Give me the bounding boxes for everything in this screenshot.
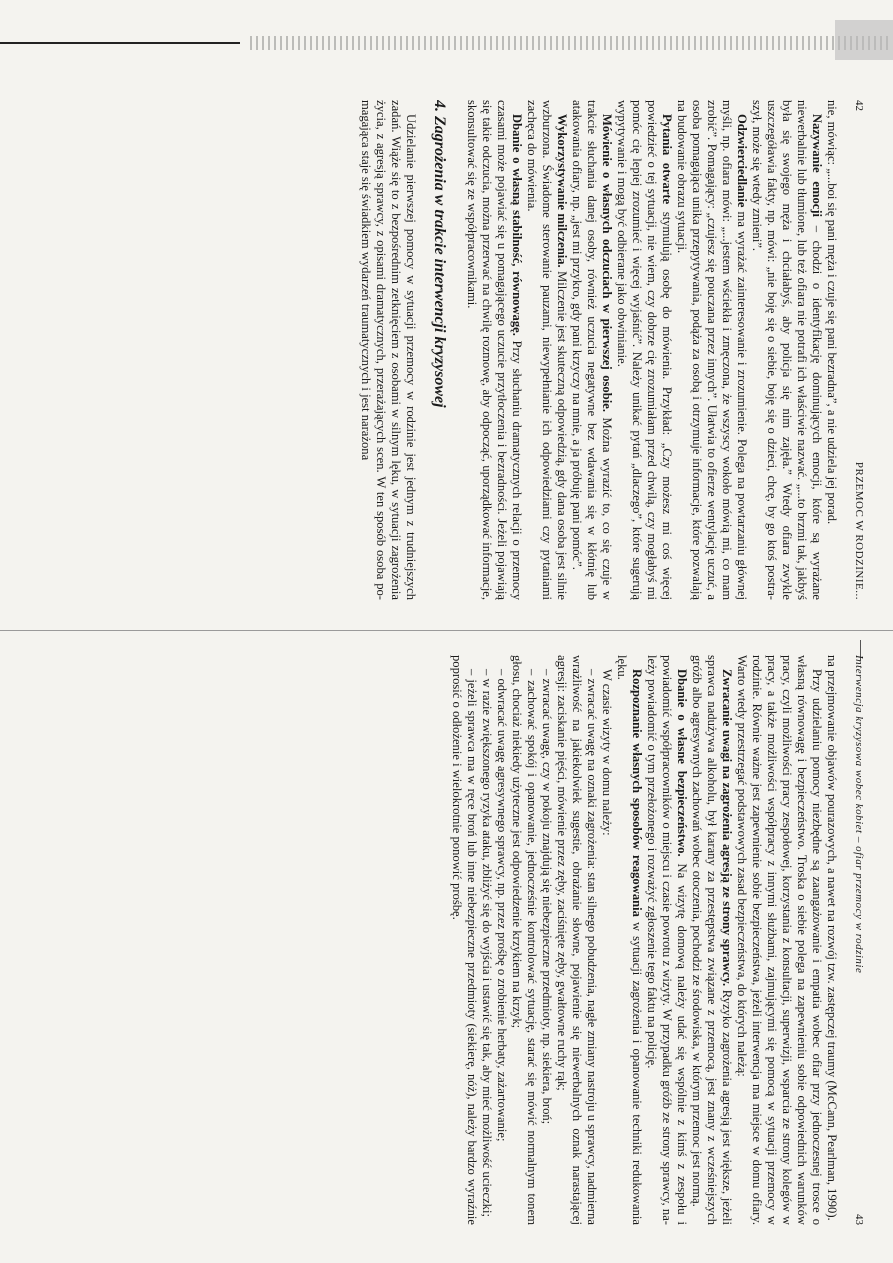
paragraph: Rozpoznanie własnych sposobów reagowania w sytuacji zagrożenia i opanowanie techniki redukowania lęku. <box>615 655 644 1225</box>
section-paragraph: Udzielanie pierwszej pomocy w sytuacji przemocy w rodzinie jest jednym z trudniejszych zadań. Wiąże się to z bezpośrednim zetknięciem z osobami w silnym lęku, w sytuacji zagrożenia życia, z agresją sprawcy, z opisami dramatycznych, przerażających scen. W ten sposób osoba pomagająca staje się świadkiem wydarzeń traumatycznych i jest narażona <box>359 100 418 600</box>
paragraph: Dbanie o własne bezpieczeństwo. Na wizytę domową należy udać się wspólnie z kimś z zespołu i powiadomić współpracowników o miejscu i czasie powrotu z wizyty. W przypadku gróźb ze strony sprawcy, należy powiadomić o tym przełożonego i rozważyć zgłoszenie tego faktu na policję. <box>645 655 689 1225</box>
body-text <box>449 655 839 1225</box>
running-title: PRZEMOC W RODZINIE... <box>853 461 865 600</box>
paragraph: W czasie wizyty w domu należy: <box>600 669 614 836</box>
section-heading: 4. Zagrożenia w trakcie interwencji kryzysowej <box>431 100 448 408</box>
paragraph: Mówienie o własnych odczuciach w pierwszej osobie. Można wyrazić to, co się czuje w trakcie słuchania danej osoby, również uczucia negatywne bez wdawania się w kłótnię lub atakowania ofiary, np. „jest mi przykro, gdy pani krzyczy na mnie, a ja próbuję pani pomóc”. <box>570 100 614 600</box>
page-header <box>853 655 865 1225</box>
list-item: – w razie zwiększonego ryzyka ataku, zbliżyć się do wyjścia i ustawić się tak, aby mieć możliwość ucieczki; <box>480 669 494 1217</box>
list-item: – zwracać uwagę na oznaki zagrożenia: stan silnego pobudzenia, nagłe zmiany nastroju u sprawcy, nadmierna wrażliwość na jakiekolwiek sugestie, obrażanie słowne, pojawienie się niewerbalnych oznak narastającej agresji: zaciskanie pięści, mówienie przez zęby, zaciśnięte zęby, gwałtowne ruchy rąk; <box>555 655 599 1225</box>
scan-corner-shadow <box>835 20 893 60</box>
paragraph: Dbanie o własną stabilność, równowagę. Przy słuchaniu dramatycznych relacji o przemocy czasami może pojawiać się u pomagającego uczucie przytłoczenia i bezradności. Jeżeli pojawiają się takie odczucia, można przerwać na chwilę rozmowę, aby odpocząć, uporządkować informacje, skonsultować się ze współpracownikami. <box>465 100 524 600</box>
page-header <box>853 100 865 600</box>
page-43 <box>40 655 865 1225</box>
running-title: Interwencja kryzysowa wobec kobiet – ofiar przemocy w rodzinie <box>853 655 865 974</box>
scan-noise-strip <box>250 36 890 50</box>
list-item: – odwracać uwagę agresywnego sprawcy, np. przez prośbę o zrobienie herbaty, zażartowanie; <box>495 669 509 1142</box>
page-number: 42 <box>853 100 865 111</box>
list-item: – zachować spokój i opanowanie, jednocześnie kontrolować sytuację, starać się mówić normalnym tonem głosu, chociaż niekiedy użyteczne jest odpowiedzenie krzykiem na krzyk; <box>510 655 539 1225</box>
paragraph: Nazywanie emocji – chodzi o identyfikację dominujących emocji, które są wyrażane niewerbalnie lub tłumione, lub też ofiara nie potrafi ich właściwie nazwać. „...to brzmi tak, jakbyś była się swojego męża i chciałabyś, aby policja się nim zajęła.” Wtedy ofiara zwykle uszczegóławia fakty, np. mówi: „nie boję się o siebie, boję się o dzieci, chcę, by go ktoś postraszył, może się wtedy zmieni”. <box>750 100 824 600</box>
list-item: – jeżeli sprawca ma w ręce broń lub inne niebezpieczne przedmioty (siekierę, nóż), należy bardzo wyraźnie poprosić o odłożenie i wielokrotnie ponowić prośbę. <box>450 655 479 1225</box>
paragraph: na przejmowanie objawów pourazowych, a nawet na rozwój tzw. zastępczej traumy (McCann, Pearlman, 1990). <box>825 655 839 1221</box>
paragraph: Wykorzystywanie milczenia. Milczenie jest skuteczną odpowiedzią, gdy dana osoba jest silnie wzburzona. Świadome sterowanie pauzami, niewypełnianie ich odpowiedziami czy pytaniami zachęca do mówienia. <box>525 100 569 600</box>
page-42 <box>40 100 865 600</box>
scan-edge-line <box>0 42 240 44</box>
paragraph: Przy udzielaniu pomocy niezbędne są zaangażowanie i empatia wobec ofiar przy jednoczesnej trosce o własną równowagę i bezpieczeństwo. Troska o siebie polega na zapewnieniu sobie odpowiednich warunków pracy, czyli możliwości pracy zespołowej, korzystania z konsultacji, superwizji, wsparcia ze strony kolegów w pracy, a także możliwości współpracy z innymi służbami, zajmującymi się pomocą w sytuacji przemocy w rodzinie. Równie ważne jest zapewnienie sobie bezpieczeństwa, jeżeli interwencja ma miejsce w domu ofiary. Warto wtedy przestrzegać podstawowych zasad bezpieczeństwa, do których należą: <box>735 655 824 1225</box>
page-fold-line <box>0 630 893 631</box>
list-item: – zwracać uwagę, czy w pokoju znajdują się niebezpieczne przedmioty, np. siekiera, broń; <box>540 669 554 1125</box>
paragraph: Odzwierciedlanie ma wyrażać zainteresowanie i zrozumienie. Polega na powtarzaniu głównej myśli, np. ofiara mówi: „...jestem wściekła i zmęczona, że wszyscy wokoło mówią mi, co mam zrobić”. Pomagający: „czujesz się pouczana przez innych”. Ułatwia to ofierze wentylację uczuć, a osoba pomagająca unika przepytywania, podąża za osobą i otrzymuje informacje, które pozwalają na budowanie obrazu sytuacji. <box>675 100 749 600</box>
body-text <box>464 100 839 600</box>
page-number: 43 <box>853 1214 865 1225</box>
paragraph: Zwracanie uwagi na zagrożenia agresją ze strony sprawcy. Ryzyko zagrożenia agresją jest większe, jeżeli sprawca nadużywa alkoholu, był karany za przestępstwa związane z przemocą, jest znany z wcześniejszych gróźb albo agresywnych zachowań wobec otoczenia, pochodzi ze środowiska, w którym przemoc jest normą. <box>690 655 734 1225</box>
paragraph: nie, mówiąc: „...boi się pani męża i czuje się pani bezradna”, a nie udziela jej porad. <box>825 100 839 525</box>
paragraph: Pytania otwarte stymulują osobę do mówienia. Przykład: „Czy możesz mi coś więcej powiedzieć o tej sytuacji, nie wiem, czy dobrze cię zrozumiałam przed chwilą, czy mogłabyś mi pomóc cię lepiej zrozumieć i więcej wyjaśnić”. Należy unikać pytań „dlaczego”, które sugerują wypytywanie i mogą być odbierane jako obwinianie. <box>615 100 674 600</box>
